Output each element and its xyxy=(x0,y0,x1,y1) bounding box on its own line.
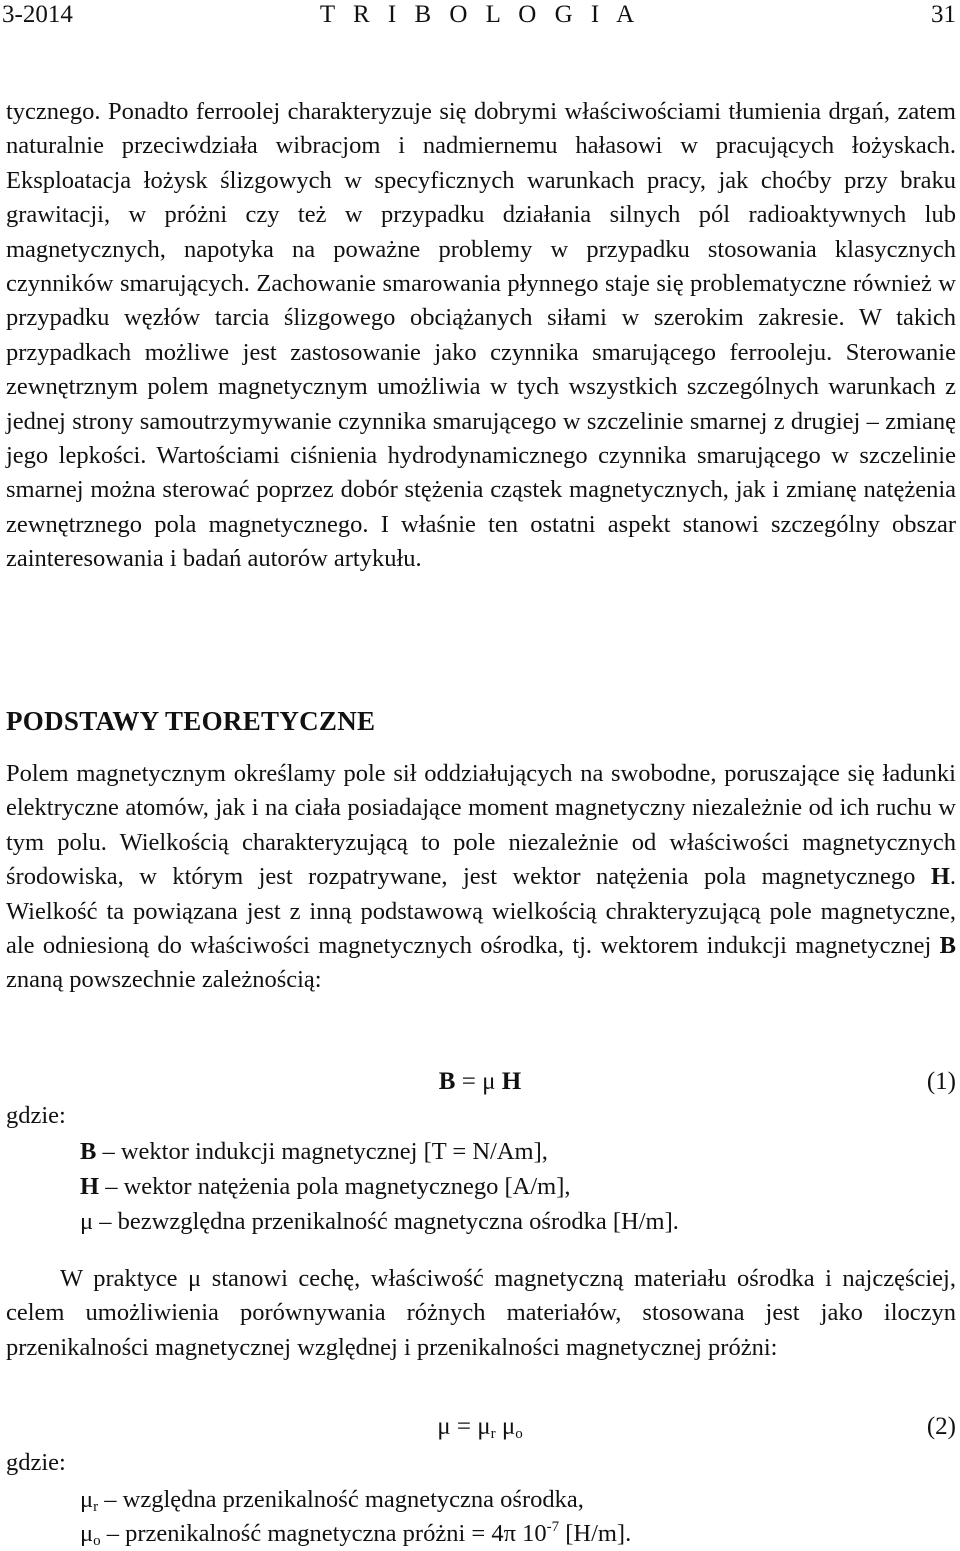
eq2-lhs: μ xyxy=(437,1413,451,1440)
eq2-mu-o: μ xyxy=(501,1413,516,1440)
journal-title: T R I B O L O G I A xyxy=(319,1,641,28)
def-symbol: μ xyxy=(80,1486,94,1513)
def-text: – wektor natężenia pola magnetycznego [A/m], xyxy=(99,1173,571,1200)
eq2-sub-o: o xyxy=(515,1426,523,1442)
eq2-mu-r: μ xyxy=(477,1413,491,1440)
theory-text-3: znaną powszechnie zależnością: xyxy=(6,966,322,994)
def-text: – względna przenikalność magnetyczna ośrodka, xyxy=(98,1486,584,1513)
symbol-b: B xyxy=(939,932,956,960)
issue-number: 3-2014 xyxy=(2,1,73,28)
theory-text-1: Polem magnetycznym określamy pole sił oddziałujących na swobodne, poruszające się ładunki elektryczne atomów, jak i na ciała posiadające moment magnetyczny niezależnie od ich ruchu w tym polu. Wielkością charakteryzującą to pole niezależnie od właściwości magnetycznych środowiska, w którym jest rozpatrywane, jest wektor natężenia pola magnetycznego xyxy=(6,760,956,891)
equation-2-number: (2) xyxy=(926,1413,956,1440)
definition-h xyxy=(80,1170,571,1204)
eq1-mu: μ xyxy=(482,1068,496,1095)
practice-text-2: stanowi cechę, właściwość magnetyczną materiału ośrodka i najczęściej, celem umożliwienia porównywania różnych materiałów, stosowana jest jako iloczyn przenikalności magnetycznej względnej i przenikalności magnetycznej próżni: xyxy=(6,1265,956,1361)
def-sub: o xyxy=(93,1533,101,1549)
practice-paragraph xyxy=(6,1262,956,1365)
where-label: gdzie: xyxy=(6,1102,66,1129)
definition-b xyxy=(80,1135,548,1169)
practice-text-1: W praktyce xyxy=(60,1265,189,1292)
eq1-equals: = xyxy=(461,1068,476,1095)
practice-mu: μ xyxy=(188,1265,202,1292)
def-symbol: B xyxy=(80,1138,97,1165)
def-sup: -7 xyxy=(546,1519,560,1535)
intro-paragraph: tycznego. Ponadto ferroolej charakteryzuje się dobrymi właściwościami tłumienia drgań, zatem naturalnie przeciwdziała wibracjom i nadmiernemu hałasowi w pracujących łożyskach. Eksploatacja łożysk ślizgowych w specyficznych warunkach pracy, jak choćby przy braku grawitacji, w próżni czy też w przypadku działania silnych pól radioaktywnych lub magnetycznych, napotyka na poważne problemy w przypadku stosowania klasycznych czynników smarujących. Zachowanie smarowania płynnego staje się problematyczne również w przypadku węzłów tarcia ślizgowego obciążanych siłami w szerokim zakresie. W takich przypadkach możliwe jest zastosowanie jako czynnika smarującego ferrooleju. Sterowanie zewnętrznym polem magnetycznym umożliwia w tych wszystkich szczególnych warunkach z jednej strony samoutrzymywanie czynnika smarującego w szczelinie smarnej z drugiej – zmianę jego lepkości. Wartościami ciśnienia hydrodynamicznego czynnika smarującego w szczelinie smarnej można sterować poprzez dobór stężenia cząstek magnetycznych, jak i zmianę natężenia zewnętrznego pola magnetycznego. I właśnie ten ostatni aspekt stanowi szczególny obszar zainteresowania i badań autorów artykułu. xyxy=(6,98,956,573)
page-number: 31 xyxy=(931,1,956,28)
def-text: – bezwzględna przenikalność magnetyczna ośrodka [H/m]. xyxy=(93,1208,679,1235)
def-symbol: μ xyxy=(80,1208,94,1235)
def-symbol: H xyxy=(80,1173,100,1200)
equation-2 xyxy=(0,1409,960,1445)
where-label-2: gdzie: xyxy=(6,1449,66,1476)
definition-mu-r xyxy=(80,1483,584,1517)
definition-mu xyxy=(80,1205,679,1239)
eq2-equals: = xyxy=(456,1413,471,1440)
eq2-sub-r: r xyxy=(490,1426,496,1442)
eq1-rhs: H xyxy=(501,1068,522,1095)
theory-text-2: . Wielkość ta powiązana jest z inną podstawową wielkością chrakteryzującą pole magnetyczne, ale odniesioną do właściwości magnetycznych ośrodka, tj. wektorem indukcji magnetycznej xyxy=(6,863,956,960)
def-text: – wektor indukcji magnetycznej [T = N/Am], xyxy=(96,1138,548,1165)
running-header xyxy=(0,0,960,48)
def-sub: r xyxy=(93,1499,99,1515)
equation-1 xyxy=(0,1064,960,1100)
equation-2-body xyxy=(0,1409,960,1445)
definition-mu-o xyxy=(80,1517,631,1551)
section-heading: PODSTAWY TEORETYCZNE xyxy=(6,706,376,736)
symbol-h: H xyxy=(930,863,950,891)
theory-paragraph xyxy=(6,757,956,998)
equation-1-body xyxy=(0,1064,960,1100)
def-text: – przenikalność magnetyczna próżni = 4π 10 xyxy=(100,1520,547,1547)
def-tail: [H/m]. xyxy=(559,1520,632,1547)
equation-1-number: (1) xyxy=(926,1068,956,1095)
def-symbol: μ xyxy=(80,1520,94,1547)
eq1-lhs: B xyxy=(438,1068,456,1095)
